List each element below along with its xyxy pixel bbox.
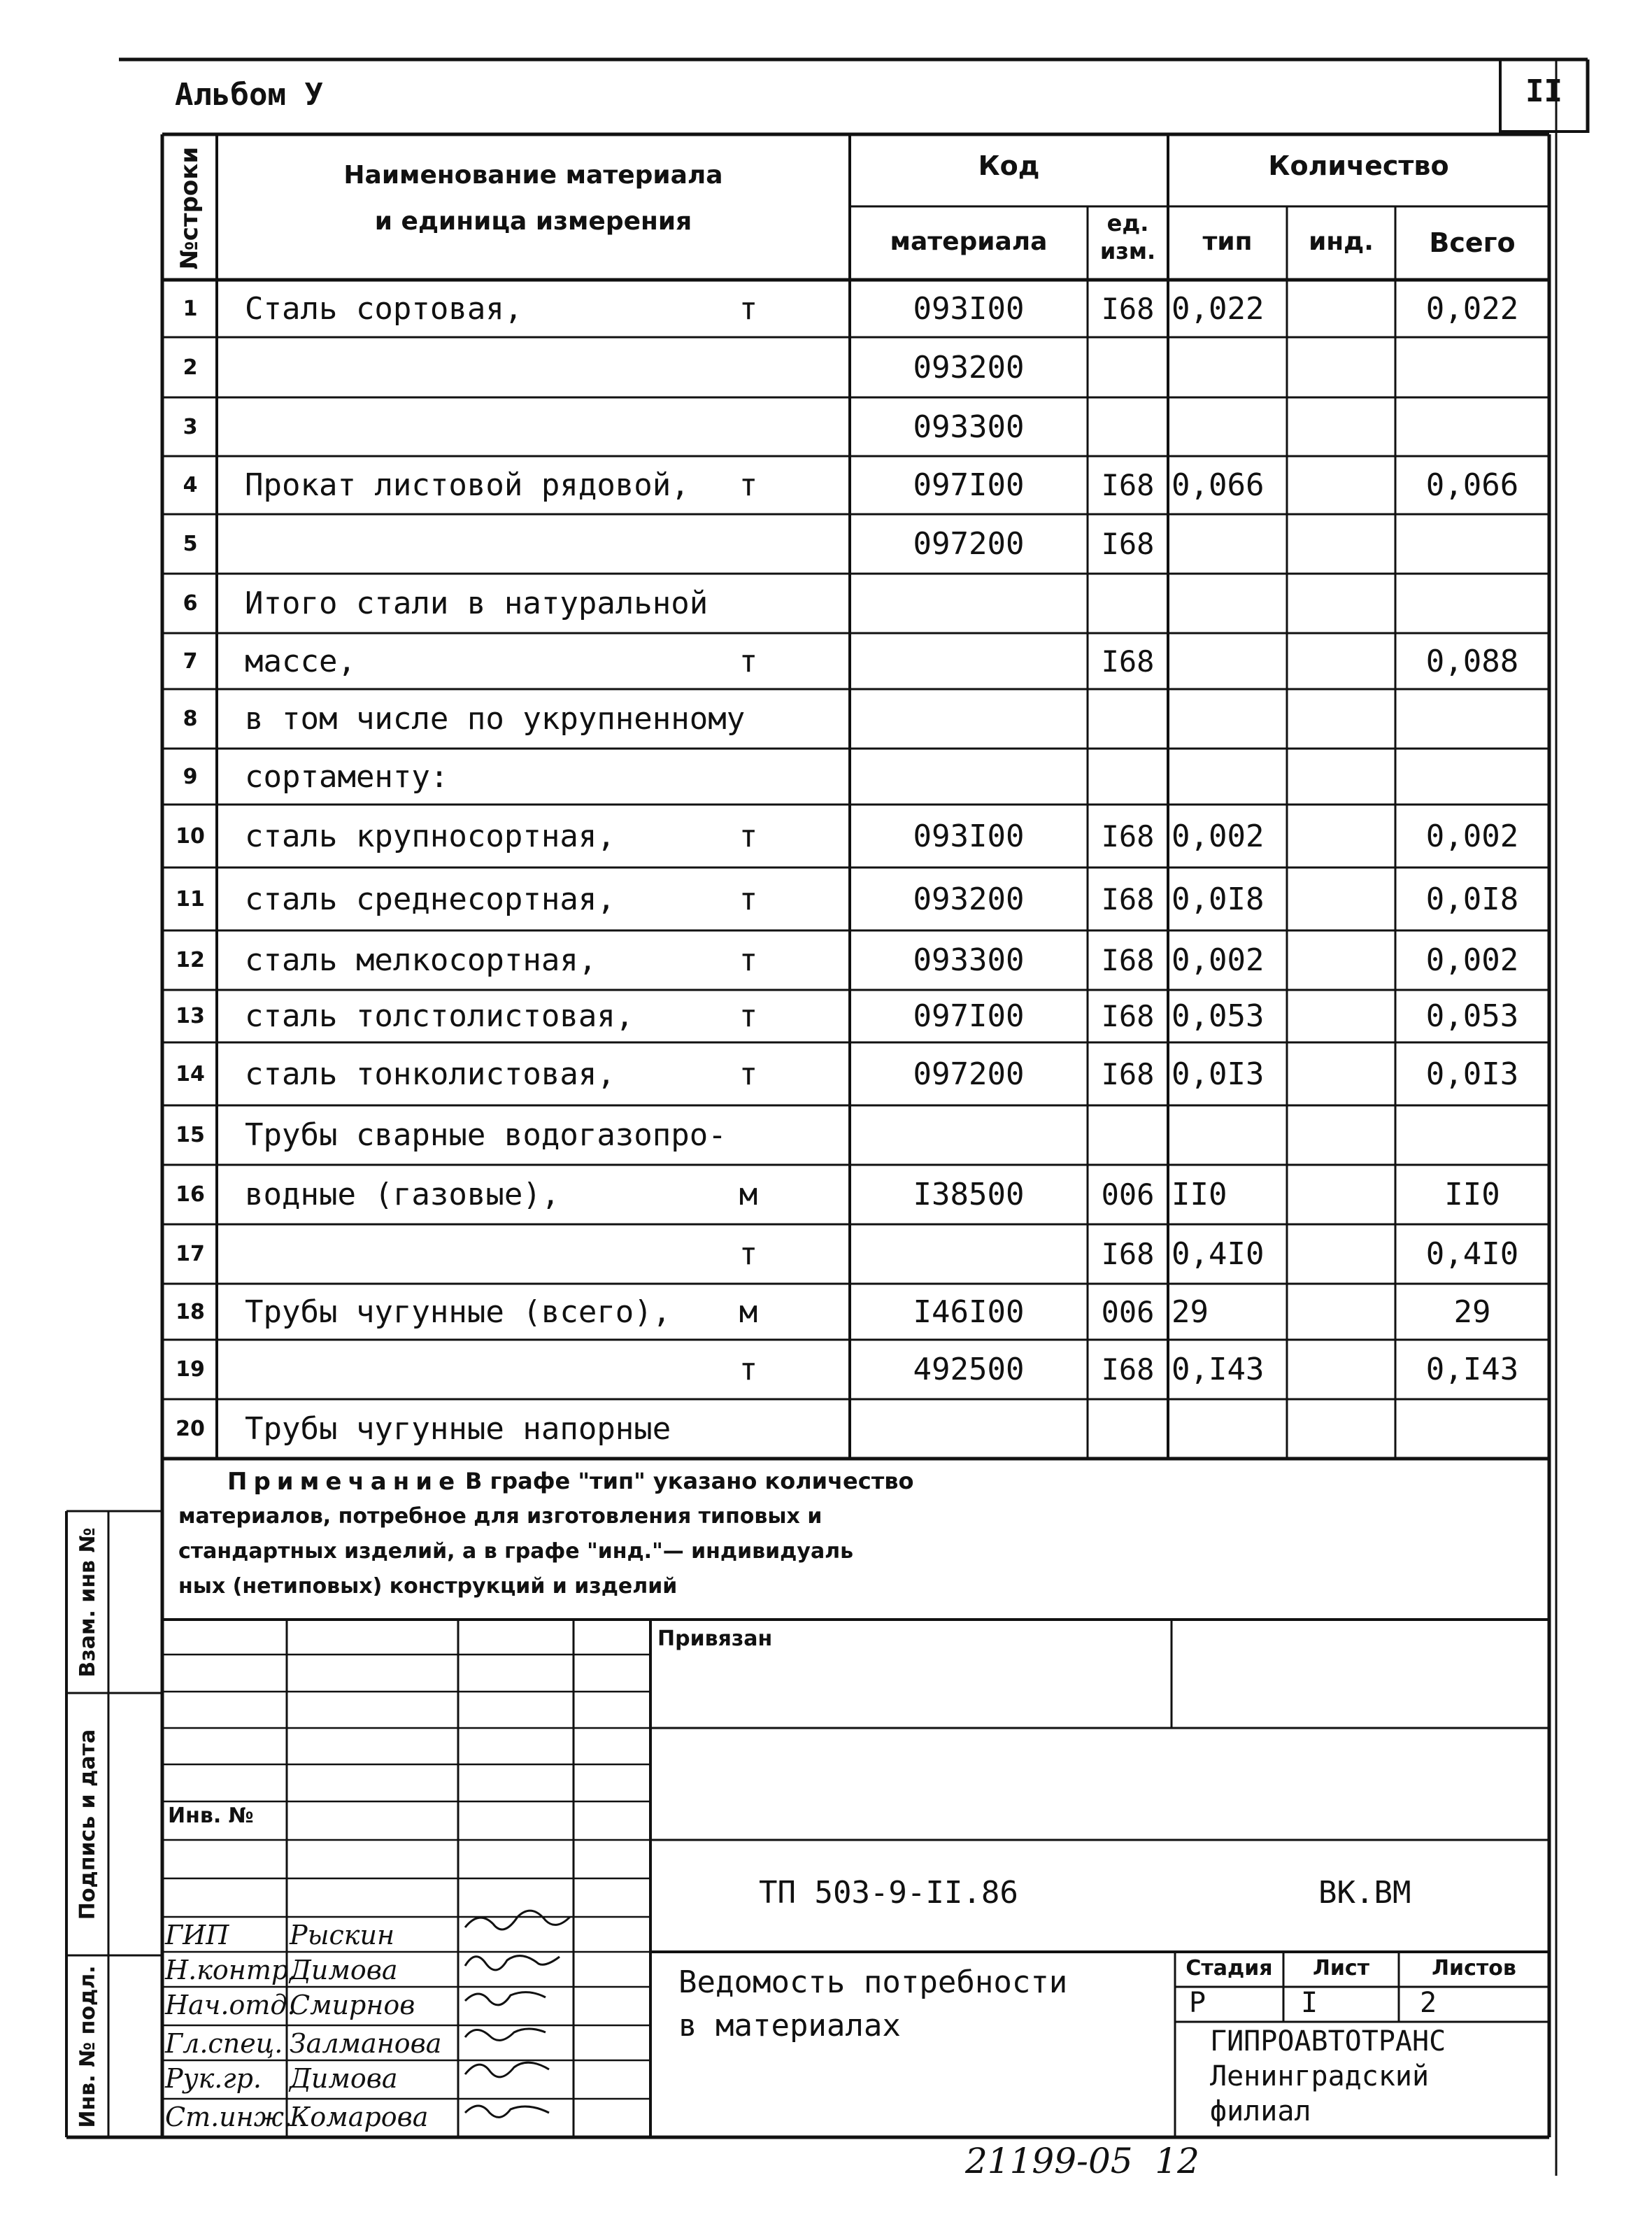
- row-qty-ind: [1287, 689, 1395, 749]
- row-unit: [706, 1105, 790, 1165]
- row-qty-type: 0,002: [1172, 942, 1265, 978]
- row-unit: [706, 574, 790, 633]
- row-unit: т: [739, 881, 758, 917]
- row-material-name: [245, 337, 699, 397]
- row-qty-total: 0,053: [1425, 998, 1519, 1034]
- header-code-material: материала: [890, 227, 1048, 256]
- stamp-title-line1: Ведомость потребности: [678, 1964, 1068, 2000]
- row-material-code: [850, 689, 1088, 749]
- row-unit: т: [739, 1056, 758, 1092]
- row-unit-code: 006: [1101, 1294, 1155, 1329]
- row-number: 12: [176, 948, 205, 972]
- header-code-unit-2: изм.: [1099, 238, 1156, 264]
- row-material-name: сталь крупносортная,: [245, 818, 615, 854]
- signatory-name: Комарова: [290, 2102, 429, 2132]
- row-qty-ind: [1287, 930, 1395, 990]
- row-qty-type: [1172, 514, 1287, 574]
- row-unit-code: I68: [1101, 644, 1155, 679]
- stamp-stage-label: Стадия: [1185, 1956, 1273, 1981]
- row-material-code: 093I00: [913, 818, 1025, 854]
- signatory-name: Смирнов: [290, 1990, 415, 2020]
- row-qty-total: 0,066: [1425, 467, 1519, 503]
- stamp-org-line3: филиал: [1210, 2095, 1311, 2127]
- row-material-code: 492500: [913, 1352, 1025, 1387]
- signatory-role: Нач.отд.: [165, 1990, 296, 2020]
- row-qty-total: [1395, 574, 1549, 633]
- row-material-name: [245, 514, 699, 574]
- row-unit-code: I68: [1101, 943, 1155, 977]
- row-material-name: сталь толстолистовая,: [245, 998, 634, 1034]
- row-material-code: 093200: [913, 881, 1025, 917]
- row-material-name: [245, 1224, 699, 1284]
- row-unit: [706, 397, 790, 456]
- row-qty-total: [1395, 514, 1549, 574]
- row-qty-total: [1395, 397, 1549, 456]
- header-qty-ind: инд.: [1309, 227, 1374, 256]
- row-qty-ind: [1287, 633, 1395, 689]
- row-qty-total: II0: [1444, 1177, 1500, 1212]
- row-material-code: 093200: [913, 349, 1025, 385]
- row-qty-ind: [1287, 867, 1395, 930]
- row-unit: т: [739, 1236, 758, 1272]
- row-qty-type: [1172, 689, 1287, 749]
- row-unit-code: [1088, 397, 1168, 456]
- row-material-name: [245, 397, 699, 456]
- bottom-document-number: 21199-05 12: [965, 2141, 1199, 2181]
- row-material-code: 093300: [913, 409, 1025, 445]
- row-qty-type: [1172, 1105, 1287, 1165]
- row-qty-total: 0,088: [1425, 643, 1519, 679]
- signatory-role: Рук.гр.: [165, 2063, 262, 2094]
- stamp-inv-no: Инв. №: [168, 1804, 254, 1828]
- header-row-number: №строки: [176, 146, 204, 270]
- row-number: 5: [183, 532, 198, 556]
- row-qty-total: 0,0I3: [1425, 1056, 1519, 1092]
- row-unit: т: [739, 290, 758, 327]
- row-material-name: сталь тонколистовая,: [245, 1056, 615, 1092]
- row-qty-type: 29: [1172, 1294, 1209, 1330]
- row-qty-type: 0,022: [1172, 290, 1265, 327]
- row-qty-ind: [1287, 1105, 1395, 1165]
- row-material-code: [850, 1399, 1088, 1459]
- row-unit: т: [739, 998, 758, 1034]
- row-qty-ind: [1287, 1340, 1395, 1399]
- row-unit-code: I68: [1101, 291, 1155, 326]
- row-qty-type: 0,I43: [1172, 1352, 1265, 1387]
- row-number: 8: [183, 707, 198, 731]
- row-qty-total: 0,002: [1425, 942, 1519, 978]
- row-number: 20: [176, 1417, 205, 1441]
- row-material-name: массе,: [245, 643, 356, 679]
- row-unit-code: I68: [1101, 819, 1155, 854]
- row-material-name: в том числе по укрупненному: [245, 701, 746, 737]
- row-unit: м: [739, 1294, 758, 1330]
- stamp-stage-value: Р: [1189, 1987, 1206, 2019]
- row-material-code: [850, 1224, 1088, 1284]
- stamp-title-line2: в материалах: [678, 2008, 901, 2044]
- row-material-code: 093I00: [913, 290, 1025, 327]
- row-qty-type: [1172, 633, 1287, 689]
- row-unit-code: I68: [1101, 999, 1155, 1033]
- row-qty-type: 0,066: [1172, 467, 1265, 503]
- row-material-name: Сталь сортовая,: [245, 290, 523, 327]
- stamp-doc-code: ТП 503-9-II.86: [759, 1875, 1018, 1911]
- side-label-inv-no-orig: Инв. № подл.: [75, 1965, 100, 2128]
- row-unit: [706, 1399, 790, 1459]
- row-material-code: 093300: [913, 942, 1025, 978]
- signatory-name: Димова: [290, 2063, 398, 2094]
- row-material-code: I38500: [913, 1177, 1025, 1212]
- row-material-name: Прокат листовой рядовой,: [245, 467, 690, 503]
- row-qty-total: 0,022: [1425, 290, 1519, 327]
- row-unit: т: [739, 942, 758, 978]
- header-qty-total: Всего: [1429, 227, 1516, 258]
- note-line3: стандартных изделий, а в графе "инд."— индивидуаль: [178, 1539, 854, 1564]
- row-number: 4: [183, 473, 198, 497]
- row-number: 14: [176, 1061, 205, 1086]
- row-unit-code: I68: [1101, 1056, 1155, 1091]
- signatory-role: Ст.инж.: [165, 2102, 292, 2132]
- row-unit-code: [1088, 1399, 1168, 1459]
- row-qty-ind: [1287, 1284, 1395, 1340]
- row-unit-code: [1088, 689, 1168, 749]
- row-qty-type: 0,053: [1172, 998, 1265, 1034]
- row-material-name: Трубы чугунные напорные: [245, 1411, 671, 1447]
- row-qty-type: [1172, 1399, 1287, 1459]
- signatory-name: Рыскин: [290, 1920, 394, 1950]
- signatory-role: Н.контр.: [165, 1955, 297, 1985]
- stamp-sheet-label: Лист: [1312, 1956, 1370, 1981]
- note-line2: материалов, потребное для изготовления типовых и: [178, 1504, 823, 1529]
- row-material-code: [850, 749, 1088, 805]
- row-number: 19: [176, 1357, 205, 1382]
- row-number: 17: [176, 1242, 205, 1266]
- signatory-name: Димова: [290, 1955, 398, 1985]
- album-title: Альбом У: [175, 77, 323, 113]
- row-qty-ind: [1287, 805, 1395, 867]
- row-qty-type: 0,0I3: [1172, 1056, 1265, 1092]
- row-unit: м: [739, 1177, 758, 1212]
- row-qty-type: [1172, 574, 1287, 633]
- row-number: 13: [176, 1004, 205, 1028]
- row-qty-type: [1172, 749, 1287, 805]
- row-qty-type: 0,002: [1172, 818, 1265, 854]
- row-qty-total: 0,4I0: [1425, 1236, 1519, 1272]
- row-material-code: I46I00: [913, 1294, 1025, 1330]
- stamp-sheets-value: 2: [1420, 1987, 1437, 2019]
- row-material-name: водные (газовые),: [245, 1177, 560, 1212]
- row-unit: [706, 689, 790, 749]
- row-qty-total: [1395, 1105, 1549, 1165]
- row-qty-total: [1395, 689, 1549, 749]
- row-material-name: Итого стали в натуральной: [245, 586, 708, 621]
- header-name-line1: Наименование материала: [343, 161, 723, 190]
- row-number: 6: [183, 591, 198, 616]
- note-line1: В графе "тип" указано количество: [465, 1468, 914, 1494]
- header-code-unit-1: ед.: [1106, 210, 1149, 236]
- header-qty-type: тип: [1202, 227, 1253, 256]
- side-label-vzam-inv: Взам. инв №: [75, 1527, 100, 1678]
- row-qty-type: [1172, 397, 1287, 456]
- row-unit-code: [1088, 337, 1168, 397]
- row-qty-ind: [1287, 990, 1395, 1042]
- row-qty-type: [1172, 337, 1287, 397]
- note-prefix: Примечание: [227, 1468, 462, 1496]
- stamp-org-line2: Ленинградский: [1210, 2060, 1430, 2092]
- row-material-code: [850, 633, 1088, 689]
- stamp-doc-mark: ВК.ВМ: [1318, 1875, 1411, 1911]
- row-number: 16: [176, 1182, 205, 1207]
- row-qty-ind: [1287, 280, 1395, 337]
- signatory-role: ГИП: [165, 1920, 229, 1950]
- row-unit: [706, 749, 790, 805]
- row-material-name: Трубы сварные водогазопро-: [245, 1117, 727, 1153]
- row-number: 18: [176, 1299, 205, 1324]
- stamp-sheet-value: I: [1301, 1987, 1318, 2019]
- row-number: 10: [176, 823, 205, 849]
- row-material-code: 097I00: [913, 467, 1025, 503]
- row-unit: т: [739, 818, 758, 854]
- sheet-corner-number: II: [1525, 73, 1562, 109]
- row-qty-total: 0,002: [1425, 818, 1519, 854]
- row-qty-ind: [1287, 749, 1395, 805]
- row-material-name: сталь мелкосортная,: [245, 942, 597, 978]
- row-qty-ind: [1287, 1165, 1395, 1224]
- row-number: 9: [183, 764, 198, 789]
- row-unit-code: I68: [1101, 468, 1155, 502]
- header-name-line2: и единица измерения: [374, 207, 692, 236]
- header-quantity: Количество: [1268, 150, 1449, 181]
- row-material-code: 097200: [913, 1056, 1025, 1092]
- row-unit: [706, 337, 790, 397]
- stamp-org-line1: ГИПРОАВТОТРАНС: [1210, 2025, 1446, 2058]
- row-unit-code: I68: [1101, 1352, 1155, 1387]
- row-unit-code: [1088, 574, 1168, 633]
- stamp-privyazan: Привязан: [657, 1627, 773, 1651]
- row-unit: т: [739, 1352, 758, 1387]
- row-qty-ind: [1287, 397, 1395, 456]
- signatory-role: Гл.спец.: [165, 2028, 283, 2059]
- row-material-name: [245, 1340, 699, 1399]
- row-number: 15: [176, 1123, 205, 1147]
- note-line4: ных (нетиповых) конструкций и изделий: [178, 1574, 678, 1599]
- row-material-name: сталь среднесортная,: [245, 881, 615, 917]
- row-qty-total: 0,0I8: [1425, 881, 1519, 917]
- row-unit: т: [739, 643, 758, 679]
- row-unit-code: [1088, 1105, 1168, 1165]
- row-qty-ind: [1287, 337, 1395, 397]
- header-code: Код: [978, 150, 1040, 181]
- row-unit-code: 006: [1101, 1177, 1155, 1212]
- row-qty-total: [1395, 337, 1549, 397]
- row-unit-code: [1088, 749, 1168, 805]
- stamp-sheets-label: Листов: [1432, 1956, 1516, 1981]
- row-material-code: 097I00: [913, 998, 1025, 1034]
- row-qty-type: II0: [1172, 1177, 1227, 1212]
- row-material-name: сортаменту:: [245, 758, 449, 795]
- row-qty-total: 0,I43: [1425, 1352, 1519, 1387]
- row-material-code: [850, 1105, 1088, 1165]
- row-unit-code: I68: [1101, 527, 1155, 561]
- row-number: 7: [183, 649, 198, 674]
- row-qty-total: [1395, 749, 1549, 805]
- row-unit-code: I68: [1101, 1237, 1155, 1271]
- row-number: 1: [183, 296, 198, 321]
- row-qty-type: 0,4I0: [1172, 1236, 1265, 1272]
- row-unit: т: [739, 467, 758, 503]
- row-material-name: Трубы чугунные (всего),: [245, 1294, 671, 1330]
- row-number: 11: [176, 886, 205, 912]
- row-qty-ind: [1287, 574, 1395, 633]
- row-qty-ind: [1287, 514, 1395, 574]
- row-number: 2: [183, 355, 198, 380]
- row-number: 3: [183, 414, 198, 439]
- row-qty-ind: [1287, 1042, 1395, 1105]
- row-qty-ind: [1287, 456, 1395, 514]
- row-material-code: 097200: [913, 526, 1025, 562]
- row-qty-total: 29: [1453, 1294, 1491, 1330]
- row-qty-type: 0,0I8: [1172, 881, 1265, 917]
- row-unit-code: I68: [1101, 881, 1155, 916]
- row-unit: [706, 514, 790, 574]
- signatory-name: Залманова: [290, 2028, 442, 2059]
- row-material-code: [850, 574, 1088, 633]
- signature-scribbles: [465, 1911, 570, 2117]
- row-qty-ind: [1287, 1224, 1395, 1284]
- row-qty-total: [1395, 1399, 1549, 1459]
- side-label-sign-date: Подпись и дата: [75, 1729, 100, 1920]
- row-qty-ind: [1287, 1399, 1395, 1459]
